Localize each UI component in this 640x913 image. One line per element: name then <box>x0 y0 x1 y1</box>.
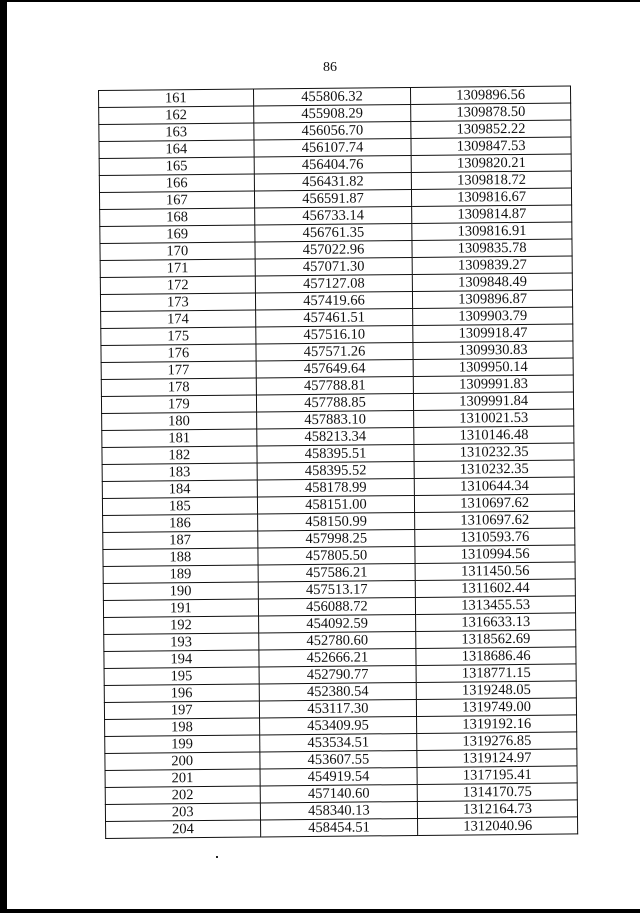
y-coordinate-cell: 1318686.46 <box>416 647 576 666</box>
point-number-cell: 196 <box>104 684 259 702</box>
point-number-cell: 175 <box>101 327 256 345</box>
point-number-cell: 165 <box>99 157 254 175</box>
x-coordinate-cell: 454919.54 <box>260 767 418 786</box>
x-coordinate-cell: 457571.26 <box>256 342 414 361</box>
y-coordinate-cell: 1319749.00 <box>417 698 577 717</box>
y-coordinate-cell: 1310021.53 <box>414 409 574 428</box>
x-coordinate-cell: 457788.85 <box>256 393 414 412</box>
y-coordinate-cell: 1310232.35 <box>414 443 574 462</box>
coordinate-table <box>98 85 578 839</box>
point-number-cell: 198 <box>105 718 260 736</box>
x-coordinate-cell: 457461.51 <box>255 308 413 327</box>
point-number-cell: 181 <box>102 429 257 447</box>
scan-border-top <box>0 0 640 2</box>
x-coordinate-cell: 453534.51 <box>259 733 417 752</box>
x-coordinate-cell: 452380.54 <box>259 682 417 701</box>
y-coordinate-cell: 1316633.13 <box>416 613 576 632</box>
x-coordinate-cell: 458213.34 <box>256 427 414 446</box>
y-coordinate-cell: 1309950.14 <box>413 358 573 377</box>
y-coordinate-cell: 1309818.72 <box>412 171 572 190</box>
point-number-cell: 184 <box>102 480 257 498</box>
x-coordinate-cell: 457998.25 <box>257 529 415 548</box>
point-number-cell: 179 <box>101 395 256 413</box>
x-coordinate-cell: 452780.60 <box>258 631 416 650</box>
x-coordinate-cell: 455908.29 <box>253 104 411 123</box>
y-coordinate-cell: 1310593.76 <box>415 528 575 547</box>
page-number: 86 <box>323 60 337 75</box>
y-coordinate-cell: 1309847.53 <box>411 137 571 156</box>
scan-border-bottom <box>0 909 640 913</box>
point-number-cell: 163 <box>99 123 254 141</box>
point-number-cell: 176 <box>101 344 256 362</box>
x-coordinate-cell: 456761.35 <box>254 223 412 242</box>
point-number-cell: 182 <box>102 446 257 464</box>
x-coordinate-cell: 455806.32 <box>253 87 411 106</box>
point-number-cell: 173 <box>100 293 255 311</box>
y-coordinate-cell: 1309896.87 <box>413 290 573 309</box>
y-coordinate-cell: 1309878.50 <box>411 103 571 122</box>
point-number-cell: 204 <box>106 820 261 838</box>
x-coordinate-cell: 458395.51 <box>257 444 415 463</box>
point-number-cell: 201 <box>105 769 260 787</box>
x-coordinate-cell: 457513.17 <box>258 580 416 599</box>
scan-speck <box>216 856 218 858</box>
coordinate-table-container <box>98 85 578 839</box>
y-coordinate-cell: 1310644.34 <box>415 477 575 496</box>
x-coordinate-cell: 456591.87 <box>254 189 412 208</box>
x-coordinate-cell: 457516.10 <box>255 325 413 344</box>
x-coordinate-cell: 458340.13 <box>260 801 418 820</box>
y-coordinate-cell: 1309835.78 <box>412 239 572 258</box>
y-coordinate-cell: 1310146.48 <box>414 426 574 445</box>
x-coordinate-cell: 453607.55 <box>260 750 418 769</box>
x-coordinate-cell: 458454.51 <box>260 818 418 837</box>
y-coordinate-cell: 1317195.41 <box>417 766 577 785</box>
x-coordinate-cell: 453409.95 <box>259 716 417 735</box>
x-coordinate-cell: 458151.00 <box>257 495 415 514</box>
point-number-cell: 171 <box>100 259 255 277</box>
x-coordinate-cell: 457788.81 <box>256 376 414 395</box>
x-coordinate-cell: 456107.74 <box>254 138 412 157</box>
point-number-cell: 189 <box>103 565 258 583</box>
y-coordinate-cell: 1309918.47 <box>413 324 573 343</box>
point-number-cell: 190 <box>103 582 258 600</box>
point-number-cell: 168 <box>100 208 255 226</box>
point-number-cell: 161 <box>99 89 254 107</box>
x-coordinate-cell: 457140.60 <box>260 784 418 803</box>
y-coordinate-cell: 1310994.56 <box>415 545 575 564</box>
y-coordinate-cell: 1309852.22 <box>411 120 571 139</box>
point-number-cell: 200 <box>105 752 260 770</box>
x-coordinate-cell: 458178.99 <box>257 478 415 497</box>
y-coordinate-cell: 1309903.79 <box>413 307 573 326</box>
point-number-cell: 191 <box>103 599 258 617</box>
y-coordinate-cell: 1318771.15 <box>416 664 576 683</box>
y-coordinate-cell: 1310697.62 <box>415 511 575 530</box>
point-number-cell: 192 <box>104 616 259 634</box>
y-coordinate-cell: 1318562.69 <box>416 630 576 649</box>
point-number-cell: 188 <box>103 548 258 566</box>
y-coordinate-cell: 1312164.73 <box>418 800 578 819</box>
point-number-cell: 187 <box>103 531 258 549</box>
x-coordinate-cell: 457127.08 <box>255 274 413 293</box>
x-coordinate-cell: 457419.66 <box>255 291 413 310</box>
point-number-cell: 180 <box>102 412 257 430</box>
y-coordinate-cell: 1311450.56 <box>415 562 575 581</box>
y-coordinate-cell: 1313455.53 <box>416 596 576 615</box>
y-coordinate-cell: 1309896.56 <box>411 86 571 105</box>
point-number-cell: 186 <box>103 514 258 532</box>
point-number-cell: 199 <box>105 735 260 753</box>
x-coordinate-cell: 452666.21 <box>259 648 417 667</box>
point-number-cell: 177 <box>101 361 256 379</box>
y-coordinate-cell: 1312040.96 <box>418 817 578 836</box>
point-number-cell: 164 <box>99 140 254 158</box>
point-number-cell: 202 <box>105 786 260 804</box>
point-number-cell: 194 <box>104 650 259 668</box>
x-coordinate-cell: 457071.30 <box>255 257 413 276</box>
point-number-cell: 169 <box>100 225 255 243</box>
x-coordinate-cell: 458150.99 <box>257 512 415 531</box>
scan-border-left <box>0 0 7 913</box>
point-number-cell: 183 <box>102 463 257 481</box>
x-coordinate-cell: 457883.10 <box>256 410 414 429</box>
point-number-cell: 185 <box>102 497 257 515</box>
x-coordinate-cell: 457649.64 <box>256 359 414 378</box>
x-coordinate-cell: 458395.52 <box>257 461 415 480</box>
x-coordinate-cell: 453117.30 <box>259 699 417 718</box>
y-coordinate-cell: 1319192.16 <box>417 715 577 734</box>
point-number-cell: 167 <box>99 191 254 209</box>
point-number-cell: 193 <box>104 633 259 651</box>
x-coordinate-cell: 454092.59 <box>258 614 416 633</box>
y-coordinate-cell: 1309930.83 <box>413 341 573 360</box>
coordinate-table-body <box>99 86 578 838</box>
y-coordinate-cell: 1314170.75 <box>417 783 577 802</box>
y-coordinate-cell: 1319248.05 <box>416 681 576 700</box>
y-coordinate-cell: 1311602.44 <box>416 579 576 598</box>
x-coordinate-cell: 457022.96 <box>255 240 413 259</box>
point-number-cell: 172 <box>100 276 255 294</box>
x-coordinate-cell: 456733.14 <box>254 206 412 225</box>
y-coordinate-cell: 1309848.49 <box>413 273 573 292</box>
y-coordinate-cell: 1309816.67 <box>412 188 572 207</box>
y-coordinate-cell: 1309814.87 <box>412 205 572 224</box>
point-number-cell: 166 <box>99 174 254 192</box>
y-coordinate-cell: 1310697.62 <box>415 494 575 513</box>
x-coordinate-cell: 457805.50 <box>258 546 416 565</box>
point-number-cell: 197 <box>104 701 259 719</box>
y-coordinate-cell: 1309820.21 <box>411 154 571 173</box>
x-coordinate-cell: 456056.70 <box>253 121 411 140</box>
point-number-cell: 170 <box>100 242 255 260</box>
point-number-cell: 203 <box>105 803 260 821</box>
x-coordinate-cell: 456431.82 <box>254 172 412 191</box>
point-number-cell: 162 <box>99 106 254 124</box>
y-coordinate-cell: 1309839.27 <box>412 256 572 275</box>
point-number-cell: 174 <box>101 310 256 328</box>
y-coordinate-cell: 1309816.91 <box>412 222 572 241</box>
y-coordinate-cell: 1310232.35 <box>414 460 574 479</box>
point-number-cell: 195 <box>104 667 259 685</box>
x-coordinate-cell: 456088.72 <box>258 597 416 616</box>
y-coordinate-cell: 1319124.97 <box>417 749 577 768</box>
point-number-cell: 178 <box>101 378 256 396</box>
y-coordinate-cell: 1309991.84 <box>414 392 574 411</box>
y-coordinate-cell: 1319276.85 <box>417 732 577 751</box>
x-coordinate-cell: 452790.77 <box>259 665 417 684</box>
x-coordinate-cell: 456404.76 <box>254 155 412 174</box>
x-coordinate-cell: 457586.21 <box>258 563 416 582</box>
y-coordinate-cell: 1309991.83 <box>414 375 574 394</box>
